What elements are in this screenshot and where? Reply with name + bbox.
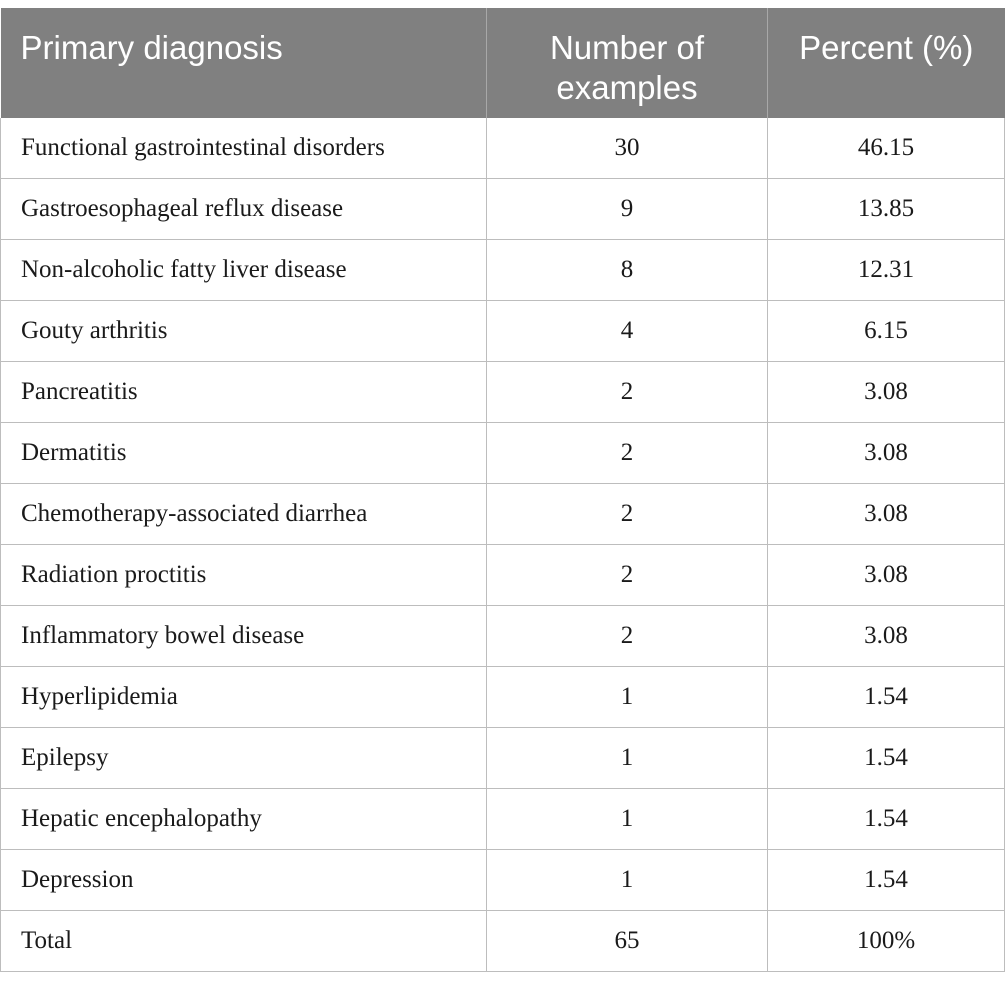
table-row [1, 850, 1005, 911]
header-row [1, 8, 1005, 118]
cell-percent: 3.08 [768, 606, 1005, 667]
cell-number: 2 [487, 423, 768, 484]
cell-diagnosis: Pancreatitis [1, 362, 487, 423]
cell-number: 1 [487, 667, 768, 728]
table-row [1, 789, 1005, 850]
cell-diagnosis: Depression [1, 850, 487, 911]
cell-diagnosis: Epilepsy [1, 728, 487, 789]
cell-number: 9 [487, 179, 768, 240]
cell-number: 8 [487, 240, 768, 301]
cell-percent: 3.08 [768, 545, 1005, 606]
cell-number: 2 [487, 362, 768, 423]
table-row [1, 301, 1005, 362]
table-row [1, 179, 1005, 240]
cell-number: 2 [487, 545, 768, 606]
header-number-of-examples: Number of examples [487, 8, 768, 118]
table-row [1, 728, 1005, 789]
table-row [1, 606, 1005, 667]
table-row [1, 362, 1005, 423]
cell-number: 1 [487, 850, 768, 911]
cell-diagnosis: Non-alcoholic fatty liver disease [1, 240, 487, 301]
cell-percent: 6.15 [768, 301, 1005, 362]
table-row [1, 667, 1005, 728]
table-row [1, 118, 1005, 179]
header-primary-diagnosis: Primary diagnosis [1, 8, 487, 118]
cell-percent: 1.54 [768, 850, 1005, 911]
header-percent: Percent (%) [768, 8, 1005, 118]
cell-percent: 46.15 [768, 118, 1005, 179]
cell-number: 1 [487, 728, 768, 789]
cell-percent: 3.08 [768, 362, 1005, 423]
cell-percent: 1.54 [768, 789, 1005, 850]
cell-diagnosis: Radiation proctitis [1, 545, 487, 606]
cell-percent: 13.85 [768, 179, 1005, 240]
cell-diagnosis: Chemotherapy-associated diarrhea [1, 484, 487, 545]
table-row [1, 423, 1005, 484]
cell-diagnosis: Gastroesophageal reflux disease [1, 179, 487, 240]
cell-percent: 1.54 [768, 667, 1005, 728]
table-header [1, 8, 1005, 118]
cell-percent: 100% [768, 911, 1005, 972]
cell-number: 1 [487, 789, 768, 850]
cell-percent: 3.08 [768, 423, 1005, 484]
cell-percent: 1.54 [768, 728, 1005, 789]
cell-number: 4 [487, 301, 768, 362]
table-row [1, 545, 1005, 606]
cell-number: 2 [487, 606, 768, 667]
cell-diagnosis: Hyperlipidemia [1, 667, 487, 728]
cell-diagnosis: Gouty arthritis [1, 301, 487, 362]
cell-number: 30 [487, 118, 768, 179]
cell-diagnosis: Inflammatory bowel disease [1, 606, 487, 667]
cell-diagnosis: Hepatic encephalopathy [1, 789, 487, 850]
cell-percent: 3.08 [768, 484, 1005, 545]
cell-number: 65 [487, 911, 768, 972]
cell-number: 2 [487, 484, 768, 545]
cell-diagnosis: Functional gastrointestinal disorders [1, 118, 487, 179]
cell-percent: 12.31 [768, 240, 1005, 301]
cell-diagnosis: Total [1, 911, 487, 972]
cell-diagnosis: Dermatitis [1, 423, 487, 484]
diagnosis-table [0, 8, 1005, 972]
table-row [1, 484, 1005, 545]
table-body [1, 118, 1005, 972]
table-row [1, 240, 1005, 301]
table-row-total [1, 911, 1005, 972]
